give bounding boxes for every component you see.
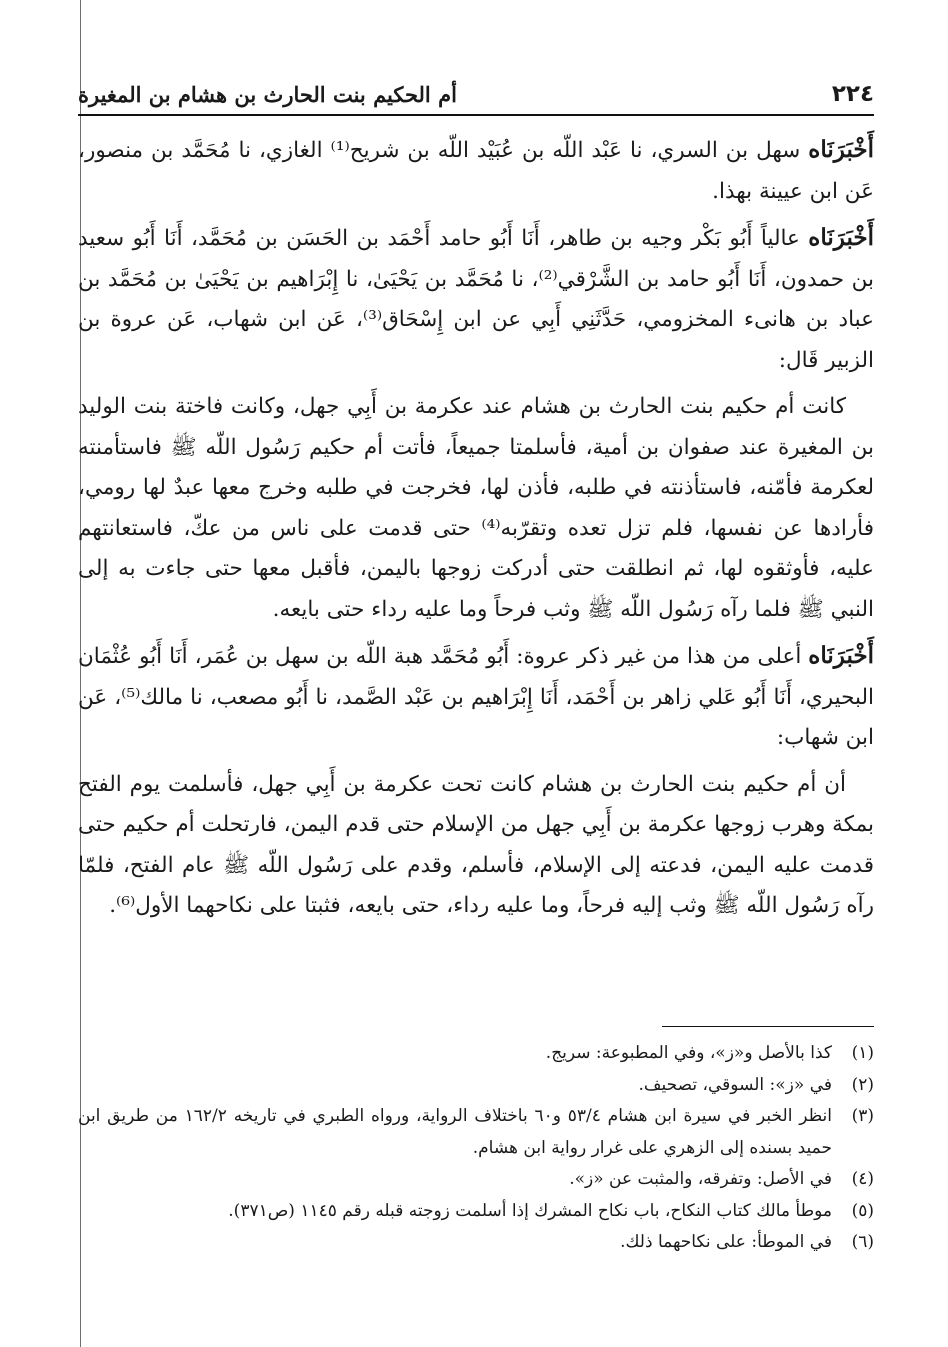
footnote-text: في «ز»: السوقي، تصحيف.	[638, 1074, 832, 1095]
footnote-text: موطأ مالك كتاب النكاح، باب نكاح المشرك إذا أسلمت زوجته قبله رقم ١١٤٥ (ص٣٧١).	[228, 1200, 832, 1221]
paragraph-text: عالياً أَبُو بَكْر وجيه بن طاهر، أَنَا أَبُو حامد أَحْمَد بن الحَسَن بن مُحَمَّد، أَنَا أَبُو سعيد بن حمدون، أَنَا أَبُو حامد بن الشَّرْقي⁽²⁾، نا مُحَمَّد بن يَحْيَىٰ، نا إِبْرَاهيم بن يَحْيَىٰ بن مُحَمَّد بن عباد بن هانىء المخزومي، حَدَّثَنِي أَبِي عن ابن إِسْحَاق⁽³⁾، عَن ابن شهاب، عَن عروة بن الزبير قَال:	[78, 226, 874, 373]
paragraph	[78, 387, 874, 630]
akhbarana-keyword: أَخْبَرَنَاه	[808, 224, 874, 251]
paragraph-text: سهل بن السري، نا عَبْد اللّه بن عُبَيْد اللّه بن شريح⁽¹⁾ الغازي، نا مُحَمَّد بن منصور، عَن ابن عيينة بهذا.	[78, 138, 874, 204]
footnote	[78, 1070, 874, 1102]
running-title: أم الحكيم بنت الحارث بن هشام بن المغيرة	[78, 81, 457, 107]
footnote-text: كذا بالأصل و«ز»، وفي المطبوعة: سريج.	[545, 1043, 832, 1063]
paragraph	[78, 636, 874, 759]
paragraph-text: أن أم حكيم بنت الحارث بن هشام كانت تحت عكرمة بن أَبِي جهل، فأسلمت يوم الفتح بمكة وهرب زوجها عكرمة بن أَبِي جهل من الإسلام حتى قدم اليمن، فارتحلت أم حكيم حتى قدمت عليه اليمن، فدعته إلى الإسلام، فأسلم، وقدم على رَسُول اللّه ﷺ عام الفتح، فلمّا رآه رَسُول اللّه ﷺ وثب إليه فرحاً، وما عليه رداء، حتى بايعه، فثبتا على نكاحهما الأول⁽⁶⁾.	[78, 771, 874, 918]
page-header	[78, 74, 874, 116]
paragraph	[78, 130, 874, 212]
footnote-text: انظر الخبر في سيرة ابن هشام ٥٣/٤ و٦٠ باختلاف الرواية، ورواه الطبري في تاريخه ١٦٢/٢ من طريق ابن حميد بسنده إلى الزهري على غرار رواية ابن هشام.	[78, 1106, 832, 1158]
footnote	[78, 1038, 874, 1070]
paragraph-text: كانت أم حكيم بنت الحارث بن هشام عند عكرمة بن أَبِي جهل، وكانت فاختة بنت الوليد بن المغيرة عند صفوان بن أمية، فأسلمتا جميعاً، فأتت أم حكيم رَسُول اللّه ﷺ فاستأمنته لعكرمة فأمّنه، فاستأذنته في طلبه، فأذن لها، فخرجت في طلبه وخرج معها عبدٌ لها رومي، فأرادها عن نفسها، فلم تزل تعده وتقرّبه⁽⁴⁾ حتى قدمت على ناس من عكّ، فاستعانتهم عليه، فأوثقوه لها، ثم انطلقت حتى أدركت زوجها باليمن، فأقبل معها حتى جاءت به إلى النبي ﷺ فلما رآه رَسُول اللّه ﷺ وثب فرحاً وما عليه رداء حتى بايعه.	[78, 394, 875, 622]
footnote-text: في الأصل: وتفرقه، والمثبت عن «ز».	[569, 1169, 832, 1189]
footnote-number: (١)	[851, 1043, 874, 1063]
paragraph	[78, 765, 874, 927]
footnote	[78, 1101, 874, 1164]
footnote-separator	[662, 1026, 874, 1027]
footnote-number: (٤)	[851, 1169, 874, 1189]
paragraph-text: أعلى من هذا من غير ذكر عروة: أَبُو مُحَمَّد هبة اللّه بن سهل بن عُمَر، أَنَا أَبُو عُثْمَان البحيري، أَنَا أَبُو عَلي زاهر بن أَحْمَد، أَنَا إِبْرَاهيم بن عَبْد الصَّمد، نا أَبُو مصعب، نا مالك⁽⁵⁾، عَن ابن شهاب:	[78, 644, 874, 750]
akhbarana-keyword: أَخْبَرَنَاه	[808, 136, 874, 163]
footnote-text: في الموطأ: على نكاحهما ذلك.	[620, 1232, 832, 1252]
page-number: ٢٢٤	[831, 81, 874, 107]
footnote-number: (٥)	[851, 1200, 874, 1221]
akhbarana-keyword: أَخْبَرَنَاه	[808, 642, 874, 669]
main-text	[78, 130, 874, 927]
footnote	[78, 1196, 874, 1228]
paragraph	[78, 218, 874, 381]
footnote-number: (٣)	[851, 1106, 874, 1126]
footnote-number: (٦)	[851, 1232, 874, 1252]
footnote	[78, 1164, 874, 1196]
footnote	[78, 1227, 874, 1259]
footnote-number: (٢)	[851, 1074, 874, 1095]
footnotes	[78, 1038, 874, 1259]
